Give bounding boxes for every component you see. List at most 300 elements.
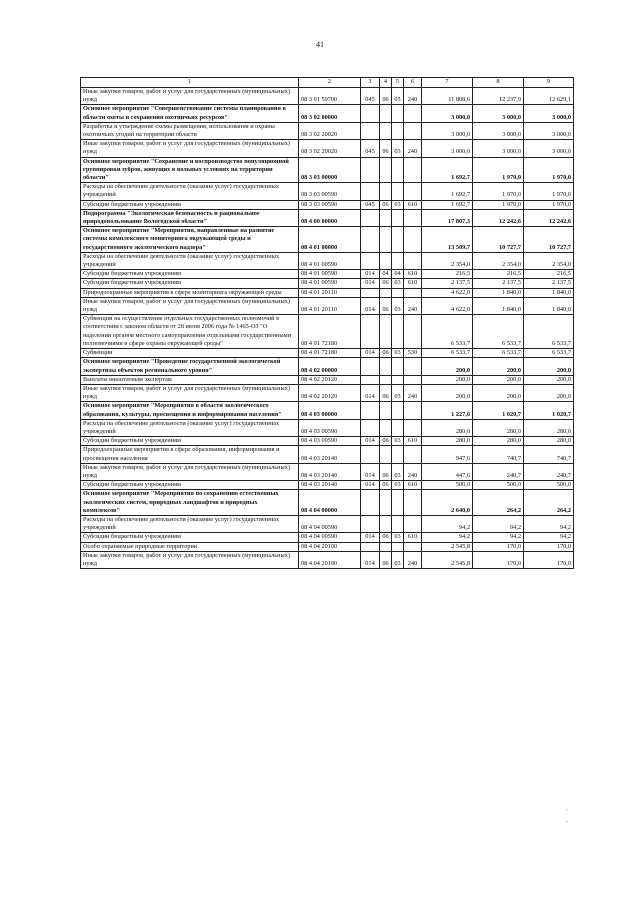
row-section-cell: 06 <box>380 481 392 490</box>
row-value-col7-cell: 280,0 <box>422 419 473 436</box>
row-code-cell: 08 3 01 59700 <box>299 88 361 105</box>
row-value-col8-cell: 1 970,0 <box>473 200 524 209</box>
row-value-col9-cell: 3 000,0 <box>524 122 574 139</box>
row-section-cell: 06 <box>380 463 392 480</box>
row-section-cell <box>380 402 392 419</box>
row-subsection-cell: 03 <box>392 437 404 446</box>
row-subsection-cell <box>392 122 404 139</box>
row-subsection-cell <box>392 252 404 269</box>
row-value-col7-cell: 3 000,0 <box>422 105 473 122</box>
row-subsection-cell: 03 <box>392 533 404 542</box>
row-value-col8-cell: 280,0 <box>473 437 524 446</box>
row-subsection-cell <box>392 227 404 253</box>
row-section-cell <box>380 515 392 532</box>
row-expense-type-cell <box>404 490 422 516</box>
row-name-cell: Иные закупки товаров, работ и услуг для государственных (муниципальных) нужд <box>81 297 299 314</box>
row-value-col8-cell: 1 970,0 <box>473 157 524 183</box>
row-subsection-cell: 03 <box>392 297 404 314</box>
row-code-cell: 08 4 04 20100 <box>299 551 361 568</box>
row-name-cell: Субсидии бюджетным учреждениям <box>81 270 299 279</box>
row-ministry-cell <box>361 157 380 183</box>
row-value-col7-cell: 216,5 <box>422 270 473 279</box>
row-expense-type-cell: 240 <box>404 297 422 314</box>
row-name-cell: Иные закупки товаров, работ и услуг для государственных (муниципальных) нужд <box>81 551 299 568</box>
row-section-cell <box>380 252 392 269</box>
row-value-col8-cell: 740,7 <box>473 446 524 463</box>
row-code-cell: 08 3 02 20020 <box>299 140 361 157</box>
row-name-cell: Основное мероприятие "Мероприятия в области экологического образования, культуры, просвещения и информирования населения" <box>81 402 299 419</box>
row-section-cell <box>380 446 392 463</box>
header-cell-4: 4 <box>380 78 392 88</box>
row-value-col8-cell: 12 237,9 <box>473 88 524 105</box>
row-value-col7-cell: 500,0 <box>422 481 473 490</box>
row-name-cell: Иные закупки товаров, работ и услуг для государственных (муниципальных) нужд <box>81 384 299 401</box>
row-name-cell: Субвенции на осуществление отдельных государственных полномочий в соответствии с законом области от 28 июня 2006 года № 1465-ОЗ "О наделении органов местного самоуправления отдельными государственными полномочиями в сфере охраны окружающей среды" <box>81 315 299 349</box>
table-row <box>81 183 574 200</box>
row-value-col8-cell: 200,0 <box>473 375 524 384</box>
row-value-col9-cell: 280,0 <box>524 437 574 446</box>
row-section-cell: 06 <box>380 140 392 157</box>
row-value-col7-cell: 4 622,0 <box>422 288 473 297</box>
row-value-col9-cell: 1 970,0 <box>524 200 574 209</box>
header-cell-3: 3 <box>361 78 380 88</box>
row-expense-type-cell <box>404 515 422 532</box>
row-code-cell: 08 4 03 00000 <box>299 402 361 419</box>
row-subsection-cell <box>392 402 404 419</box>
row-name-cell: Основное мероприятие "Совершенствование системы планирования в области охоты и сохранения охотничьих ресурсов" <box>81 105 299 122</box>
row-value-col8-cell: 200,0 <box>473 384 524 401</box>
row-subsection-cell: 05 <box>392 88 404 105</box>
row-ministry-cell: 014 <box>361 349 380 358</box>
margin-mark: . <box>566 815 568 824</box>
row-code-cell: 08 4 01 72180 <box>299 349 361 358</box>
row-value-col8-cell: 2 354,0 <box>473 252 524 269</box>
row-value-col9-cell: 1 970,0 <box>524 157 574 183</box>
table-row <box>81 358 574 375</box>
row-code-cell: 08 4 01 00000 <box>299 227 361 253</box>
row-ministry-cell: 014 <box>361 437 380 446</box>
row-name-cell: Иные закупки товаров, работ и услуг для государственных (муниципальных) нужд <box>81 463 299 480</box>
row-section-cell <box>380 105 392 122</box>
row-subsection-cell: 03 <box>392 349 404 358</box>
row-name-cell: Природоохранные мероприятия в сфере образования, информирования и просвещения населения <box>81 446 299 463</box>
row-section-cell: 06 <box>380 349 392 358</box>
row-expense-type-cell: 610 <box>404 270 422 279</box>
row-subsection-cell <box>392 375 404 384</box>
row-section-cell: 06 <box>380 279 392 288</box>
row-expense-type-cell <box>404 227 422 253</box>
row-ministry-cell <box>361 490 380 516</box>
row-code-cell: 08 4 01 20110 <box>299 297 361 314</box>
row-ministry-cell <box>361 252 380 269</box>
row-code-cell: 08 4 03 00590 <box>299 419 361 436</box>
row-ministry-cell <box>361 209 380 226</box>
row-section-cell <box>380 227 392 253</box>
row-ministry-cell <box>361 446 380 463</box>
row-ministry-cell: 014 <box>361 463 380 480</box>
row-value-col7-cell: 13 509,7 <box>422 227 473 253</box>
row-code-cell: 08 3 03 00000 <box>299 157 361 183</box>
row-section-cell <box>380 157 392 183</box>
table-row <box>81 490 574 516</box>
row-value-col9-cell: 2 137,5 <box>524 279 574 288</box>
row-value-col9-cell: 12 629,1 <box>524 88 574 105</box>
row-subsection-cell: 03 <box>392 481 404 490</box>
row-expense-type-cell <box>404 105 422 122</box>
row-value-col7-cell: 447,6 <box>422 463 473 480</box>
row-subsection-cell: 03 <box>392 200 404 209</box>
row-name-cell: Основное мероприятие "Сохранение и воспроизводство популяционной группировки зубров, живущих в вольных условиях на территории области" <box>81 157 299 183</box>
table-row <box>81 279 574 288</box>
table-row <box>81 105 574 122</box>
row-name-cell: Субсидии бюджетным учреждениям <box>81 437 299 446</box>
row-ministry-cell <box>361 183 380 200</box>
row-value-col7-cell: 3 000,0 <box>422 122 473 139</box>
row-value-col7-cell: 947,6 <box>422 446 473 463</box>
row-ministry-cell: 045 <box>361 140 380 157</box>
row-expense-type-cell: 240 <box>404 88 422 105</box>
row-value-col8-cell: 240,7 <box>473 463 524 480</box>
row-expense-type-cell <box>404 402 422 419</box>
row-section-cell <box>380 358 392 375</box>
row-code-cell: 08 4 04 00000 <box>299 490 361 516</box>
row-value-col9-cell: 6 533,7 <box>524 349 574 358</box>
row-code-cell: 08 3 02 20020 <box>299 122 361 139</box>
row-code-cell: 08 4 03 20140 <box>299 463 361 480</box>
row-subsection-cell <box>392 315 404 349</box>
row-name-cell: Расходы на обеспечение деятельности (оказание услуг) государственных учреждений <box>81 419 299 436</box>
table-row <box>81 349 574 358</box>
row-value-col9-cell: 1 840,0 <box>524 297 574 314</box>
row-value-col7-cell: 200,0 <box>422 384 473 401</box>
row-value-col7-cell: 6 533,7 <box>422 349 473 358</box>
row-expense-type-cell <box>404 252 422 269</box>
row-subsection-cell: 04 <box>392 270 404 279</box>
row-value-col9-cell: 170,0 <box>524 542 574 551</box>
row-section-cell <box>380 419 392 436</box>
row-section-cell: 04 <box>380 270 392 279</box>
row-value-col8-cell: 2 137,5 <box>473 279 524 288</box>
row-ministry-cell: 014 <box>361 270 380 279</box>
row-expense-type-cell: 240 <box>404 551 422 568</box>
row-subsection-cell <box>392 288 404 297</box>
row-ministry-cell <box>361 122 380 139</box>
row-subsection-cell <box>392 515 404 532</box>
row-ministry-cell <box>361 227 380 253</box>
row-value-col7-cell: 1 692,7 <box>422 157 473 183</box>
table-row <box>81 463 574 480</box>
table-row <box>81 140 574 157</box>
row-code-cell: 08 4 04 20100 <box>299 542 361 551</box>
row-expense-type-cell <box>404 157 422 183</box>
row-subsection-cell <box>392 183 404 200</box>
table-row <box>81 533 574 542</box>
table-row <box>81 297 574 314</box>
row-section-cell <box>380 490 392 516</box>
row-subsection-cell: 03 <box>392 551 404 568</box>
row-section-cell <box>380 209 392 226</box>
row-section-cell <box>380 375 392 384</box>
row-name-cell: Иные закупки товаров, работ и услуг для государственных (муниципальных) нужд <box>81 140 299 157</box>
table-row <box>81 288 574 297</box>
row-value-col8-cell: 10 727,7 <box>473 227 524 253</box>
table-row <box>81 384 574 401</box>
row-code-cell: 08 4 01 00590 <box>299 252 361 269</box>
row-value-col8-cell: 3 000,0 <box>473 105 524 122</box>
row-ministry-cell: 014 <box>361 279 380 288</box>
row-ministry-cell: 014 <box>361 533 380 542</box>
table-row <box>81 419 574 436</box>
table-row <box>81 515 574 532</box>
row-value-col8-cell: 500,0 <box>473 481 524 490</box>
table-row <box>81 209 574 226</box>
row-name-cell: Подпрограмма "Экологическая безопасность и рациональное природопользование Вологодской области" <box>81 209 299 226</box>
row-code-cell: 08 4 02 20120 <box>299 384 361 401</box>
table-row <box>81 252 574 269</box>
row-value-col8-cell: 200,0 <box>473 358 524 375</box>
row-value-col8-cell: 280,0 <box>473 419 524 436</box>
row-value-col9-cell: 6 533,7 <box>524 315 574 349</box>
row-code-cell: 08 3 03 00590 <box>299 200 361 209</box>
header-cell-8: 8 <box>473 78 524 88</box>
row-expense-type-cell: 530 <box>404 349 422 358</box>
row-value-col8-cell: 1 020,7 <box>473 402 524 419</box>
table-header-row <box>81 78 574 88</box>
row-expense-type-cell <box>404 446 422 463</box>
row-value-col7-cell: 3 000,0 <box>422 140 473 157</box>
row-expense-type-cell <box>404 542 422 551</box>
table-row <box>81 88 574 105</box>
row-name-cell: Основное мероприятие "Проведение государственной экологической экспертизы объектов регионального уровня" <box>81 358 299 375</box>
row-value-col7-cell: 11 808,6 <box>422 88 473 105</box>
row-ministry-cell <box>361 542 380 551</box>
row-ministry-cell: 045 <box>361 200 380 209</box>
row-name-cell: Расходы на обеспечение деятельности (оказание услуг) государственных учреждений <box>81 252 299 269</box>
header-cell-5: 5 <box>392 78 404 88</box>
row-expense-type-cell <box>404 358 422 375</box>
row-section-cell: 06 <box>380 533 392 542</box>
row-section-cell: 06 <box>380 88 392 105</box>
row-value-col7-cell: 1 692,7 <box>422 200 473 209</box>
row-code-cell: 08 4 02 20120 <box>299 375 361 384</box>
row-subsection-cell <box>392 490 404 516</box>
row-code-cell: 08 4 03 20140 <box>299 481 361 490</box>
row-subsection-cell: 03 <box>392 140 404 157</box>
row-name-cell: Особо охраняемые природные территории <box>81 542 299 551</box>
row-value-col8-cell: 216,5 <box>473 270 524 279</box>
row-name-cell: Расходы на обеспечение деятельности (оказание услуг) государственных учреждений <box>81 183 299 200</box>
row-section-cell <box>380 288 392 297</box>
row-section-cell <box>380 542 392 551</box>
row-ministry-cell <box>361 402 380 419</box>
row-code-cell: 08 4 01 72180 <box>299 315 361 349</box>
row-expense-type-cell <box>404 288 422 297</box>
table-row <box>81 157 574 183</box>
row-value-col9-cell: 740,7 <box>524 446 574 463</box>
row-value-col7-cell: 200,0 <box>422 358 473 375</box>
row-name-cell: Иные закупки товаров, работ и услуг для государственных (муниципальных) нужд <box>81 88 299 105</box>
margin-mark: . <box>566 803 568 812</box>
table-row <box>81 446 574 463</box>
row-code-cell: 08 4 01 00590 <box>299 279 361 288</box>
row-value-col8-cell: 3 000,0 <box>473 122 524 139</box>
table-row <box>81 315 574 349</box>
row-ministry-cell: 014 <box>361 481 380 490</box>
row-name-cell: Основное мероприятие "Мероприятия по сохранению естественных экологических систем, природных ландшафтов и природных комплексов" <box>81 490 299 516</box>
row-value-col7-cell: 6 533,7 <box>422 315 473 349</box>
row-value-col9-cell: 500,0 <box>524 481 574 490</box>
row-value-col9-cell: 170,0 <box>524 551 574 568</box>
row-expense-type-cell <box>404 375 422 384</box>
table-row <box>81 542 574 551</box>
row-ministry-cell <box>361 105 380 122</box>
row-subsection-cell <box>392 157 404 183</box>
table-row <box>81 437 574 446</box>
row-value-col7-cell: 17 807,3 <box>422 209 473 226</box>
row-expense-type-cell: 240 <box>404 384 422 401</box>
budget-table <box>80 77 574 569</box>
row-ministry-cell <box>361 375 380 384</box>
row-subsection-cell <box>392 209 404 226</box>
row-name-cell: Субсидии бюджетным учреждениям <box>81 481 299 490</box>
row-subsection-cell: 03 <box>392 279 404 288</box>
row-expense-type-cell: 610 <box>404 481 422 490</box>
row-code-cell: 08 4 01 00590 <box>299 270 361 279</box>
row-value-col7-cell: 280,0 <box>422 437 473 446</box>
row-code-cell: 08 4 00 00000 <box>299 209 361 226</box>
row-value-col9-cell: 216,5 <box>524 270 574 279</box>
row-expense-type-cell: 610 <box>404 437 422 446</box>
row-value-col7-cell: 2 640,0 <box>422 490 473 516</box>
row-value-col7-cell: 1 227,6 <box>422 402 473 419</box>
row-code-cell: 08 4 04 00590 <box>299 533 361 542</box>
row-value-col7-cell: 2 137,5 <box>422 279 473 288</box>
table-row <box>81 551 574 568</box>
table-row <box>81 402 574 419</box>
row-subsection-cell <box>392 105 404 122</box>
table-body <box>81 78 574 569</box>
row-value-col9-cell: 10 727,7 <box>524 227 574 253</box>
row-name-cell: Субсидии бюджетным учреждениям <box>81 200 299 209</box>
row-value-col7-cell: 200,0 <box>422 375 473 384</box>
row-value-col9-cell: 280,0 <box>524 419 574 436</box>
row-section-cell <box>380 183 392 200</box>
row-ministry-cell <box>361 419 380 436</box>
row-ministry-cell <box>361 358 380 375</box>
row-value-col8-cell: 94,2 <box>473 515 524 532</box>
row-code-cell: 08 3 03 00590 <box>299 183 361 200</box>
row-value-col8-cell: 1 840,0 <box>473 288 524 297</box>
row-expense-type-cell: 240 <box>404 140 422 157</box>
row-value-col9-cell: 94,2 <box>524 515 574 532</box>
row-code-cell: 08 4 02 00000 <box>299 358 361 375</box>
row-value-col7-cell: 2 545,8 <box>422 542 473 551</box>
row-section-cell: 06 <box>380 297 392 314</box>
row-value-col7-cell: 94,2 <box>422 533 473 542</box>
row-ministry-cell <box>361 288 380 297</box>
row-value-col9-cell: 200,0 <box>524 375 574 384</box>
row-expense-type-cell <box>404 419 422 436</box>
row-subsection-cell <box>392 419 404 436</box>
row-name-cell: Природоохранные мероприятия в сфере мониторинга окружающей среды <box>81 288 299 297</box>
header-cell-1: 1 <box>81 78 299 88</box>
row-value-col8-cell: 170,0 <box>473 551 524 568</box>
row-section-cell: 06 <box>380 551 392 568</box>
row-value-col9-cell: 240,7 <box>524 463 574 480</box>
row-name-cell: Основное мероприятие "Мероприятия, направленные на развитие системы комплексного мониторинга окружающей среды и государственного экологического надзора" <box>81 227 299 253</box>
row-expense-type-cell: 610 <box>404 533 422 542</box>
row-value-col9-cell: 94,2 <box>524 533 574 542</box>
row-value-col9-cell: 1 970,0 <box>524 183 574 200</box>
row-value-col8-cell: 170,0 <box>473 542 524 551</box>
row-name-cell: Субвенции <box>81 349 299 358</box>
table-row <box>81 122 574 139</box>
row-expense-type-cell <box>404 122 422 139</box>
row-code-cell: 08 4 01 20110 <box>299 288 361 297</box>
row-ministry-cell: 014 <box>361 384 380 401</box>
row-subsection-cell <box>392 446 404 463</box>
row-name-cell: Выплаты внештатным экспертам <box>81 375 299 384</box>
row-expense-type-cell <box>404 209 422 226</box>
row-ministry-cell <box>361 315 380 349</box>
row-code-cell: 08 4 03 00590 <box>299 437 361 446</box>
row-ministry-cell: 045 <box>361 88 380 105</box>
row-name-cell: Разработка и утверждение схемы размещения, использования и охраны охотничьих угодий на территории области <box>81 122 299 139</box>
row-value-col8-cell: 6 533,7 <box>473 315 524 349</box>
row-name-cell: Субсидии бюджетным учреждениям <box>81 533 299 542</box>
row-code-cell: 08 4 04 00590 <box>299 515 361 532</box>
header-cell-6: 6 <box>404 78 422 88</box>
row-value-col8-cell: 3 000,0 <box>473 140 524 157</box>
header-cell-2: 2 <box>299 78 361 88</box>
row-value-col9-cell: 200,0 <box>524 358 574 375</box>
row-value-col8-cell: 1 970,0 <box>473 183 524 200</box>
row-value-col9-cell: 12 242,6 <box>524 209 574 226</box>
row-code-cell: 08 3 02 00000 <box>299 105 361 122</box>
row-subsection-cell <box>392 358 404 375</box>
row-value-col9-cell: 2 354,0 <box>524 252 574 269</box>
row-value-col7-cell: 2 354,0 <box>422 252 473 269</box>
row-subsection-cell: 03 <box>392 384 404 401</box>
row-value-col7-cell: 1 692,7 <box>422 183 473 200</box>
row-subsection-cell <box>392 542 404 551</box>
row-expense-type-cell: 610 <box>404 279 422 288</box>
row-section-cell <box>380 315 392 349</box>
table-row <box>81 227 574 253</box>
row-value-col8-cell: 1 840,0 <box>473 297 524 314</box>
row-value-col9-cell: 1 840,0 <box>524 288 574 297</box>
header-cell-9: 9 <box>524 78 574 88</box>
row-ministry-cell <box>361 515 380 532</box>
row-value-col8-cell: 264,2 <box>473 490 524 516</box>
row-value-col9-cell: 264,2 <box>524 490 574 516</box>
row-value-col8-cell: 94,2 <box>473 533 524 542</box>
row-value-col8-cell: 12 242,6 <box>473 209 524 226</box>
row-value-col7-cell: 2 545,8 <box>422 551 473 568</box>
row-expense-type-cell: 240 <box>404 463 422 480</box>
table-row <box>81 375 574 384</box>
table-row <box>81 200 574 209</box>
row-section-cell: 06 <box>380 200 392 209</box>
row-value-col8-cell: 6 533,7 <box>473 349 524 358</box>
row-subsection-cell: 03 <box>392 463 404 480</box>
row-value-col9-cell: 3 000,0 <box>524 140 574 157</box>
row-section-cell: 06 <box>380 437 392 446</box>
row-value-col9-cell: 1 020,7 <box>524 402 574 419</box>
row-name-cell: Субсидии бюджетным учреждениям <box>81 279 299 288</box>
header-cell-7: 7 <box>422 78 473 88</box>
row-section-cell: 06 <box>380 384 392 401</box>
